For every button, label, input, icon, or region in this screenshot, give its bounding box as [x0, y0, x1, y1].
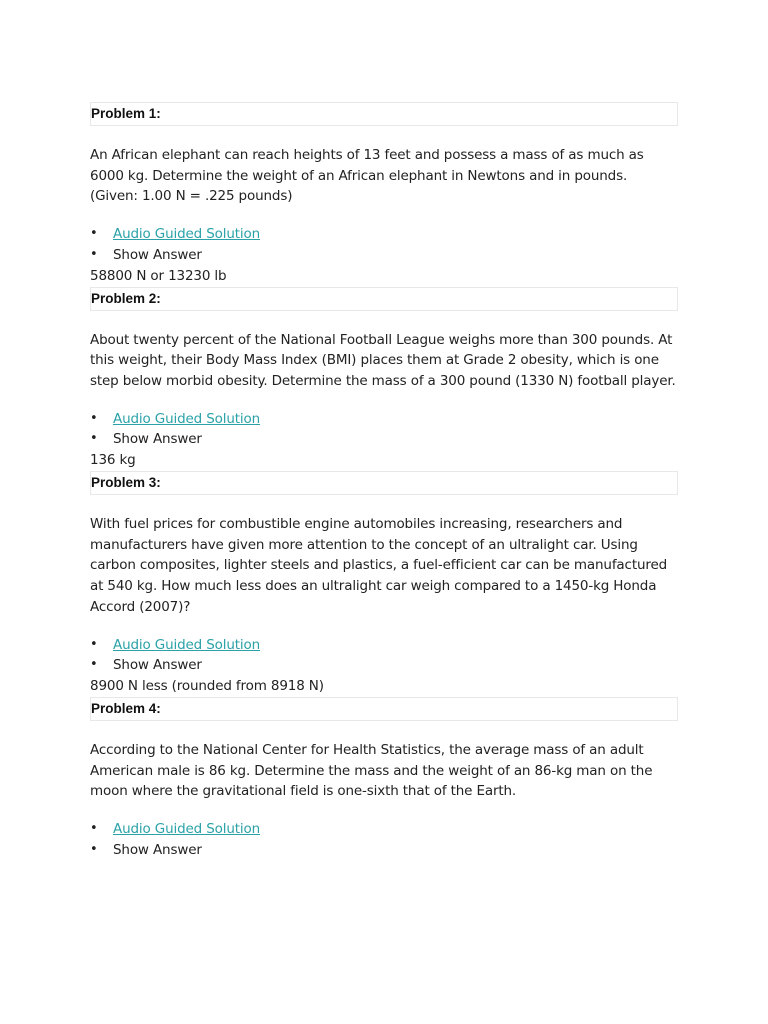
problem-2-answer: 136 kg [90, 452, 136, 469]
problem-1-audio-item [90, 224, 678, 245]
bullet-icon: • [90, 226, 98, 242]
problem-3-title: Problem 3: [90, 471, 678, 495]
problem-3-show-answer-item [90, 655, 678, 676]
bullet-icon: • [90, 636, 98, 652]
problem-1-answer: 58800 N or 13230 lb [90, 267, 227, 284]
bullet-icon: • [90, 841, 98, 857]
show-answer-toggle[interactable]: Show Answer [113, 246, 202, 263]
problem-4-options [90, 819, 678, 860]
show-answer-toggle[interactable]: Show Answer [113, 841, 202, 858]
problem-2-show-answer-item [90, 429, 678, 450]
show-answer-toggle[interactable]: Show Answer [113, 657, 202, 674]
bullet-icon: • [90, 657, 98, 673]
problem-3-options [90, 635, 678, 676]
bullet-icon: • [90, 246, 98, 262]
audio-guided-solution-link[interactable]: Audio Guided Solution [113, 410, 261, 427]
problem-3-text: With fuel prices for combustible engine automobiles increasing, researchers and manufacturers have given more attention to the concept of an ultralight car. Using carbon composites, lighter steels and plastics, a fuel-efficient car can be manufactured at 540 kg. How much less does an ultralight car weigh compared to a 1450-kg Honda Accord (2007)? [90, 516, 668, 615]
problem-1-options [90, 224, 678, 265]
problem-1-text: An African elephant can reach heights of 13 feet and possess a mass of as much as 6000 kg. Determine the weight of an African elephant in Newtons and in pounds. (Given: 1.00 N = .225 pounds) [90, 147, 644, 205]
problem-4-show-answer-item [90, 840, 678, 861]
problem-3-audio-item [90, 635, 678, 656]
bullet-icon: • [90, 431, 98, 447]
problem-set [90, 102, 678, 860]
bullet-icon: • [90, 410, 98, 426]
problem-1-show-answer-item [90, 245, 678, 266]
audio-guided-solution-link[interactable]: Audio Guided Solution [113, 226, 261, 243]
problem-2-text: About twenty percent of the National Football League weighs more than 300 pounds. At this weight, their Body Mass Index (BMI) places them at Grade 2 obesity, which is one step below morbid obesity. Determine the mass of a 300 pound (1330 N) football player. [90, 331, 676, 389]
problem-3-answer: 8900 N less (rounded from 8918 N) [90, 677, 324, 694]
problem-2 [90, 287, 678, 472]
problem-1-title: Problem 1: [90, 102, 678, 126]
problem-2-options [90, 409, 678, 450]
problem-4-title: Problem 4: [90, 697, 678, 721]
problem-3 [90, 471, 678, 697]
bullet-icon: • [90, 821, 98, 837]
audio-guided-solution-link[interactable]: Audio Guided Solution [113, 821, 261, 838]
audio-guided-solution-link[interactable]: Audio Guided Solution [113, 636, 261, 653]
problem-2-title: Problem 2: [90, 287, 678, 311]
problem-2-audio-item [90, 409, 678, 430]
problem-1 [90, 102, 678, 287]
problem-4-text: According to the National Center for Health Statistics, the average mass of an adult American male is 86 kg. Determine the mass and the weight of an 86-kg man on the moon where the gravitational field is one-sixth that of the Earth. [90, 741, 653, 800]
show-answer-toggle[interactable]: Show Answer [113, 431, 202, 448]
problem-4-audio-item [90, 819, 678, 840]
problem-4 [90, 697, 678, 861]
